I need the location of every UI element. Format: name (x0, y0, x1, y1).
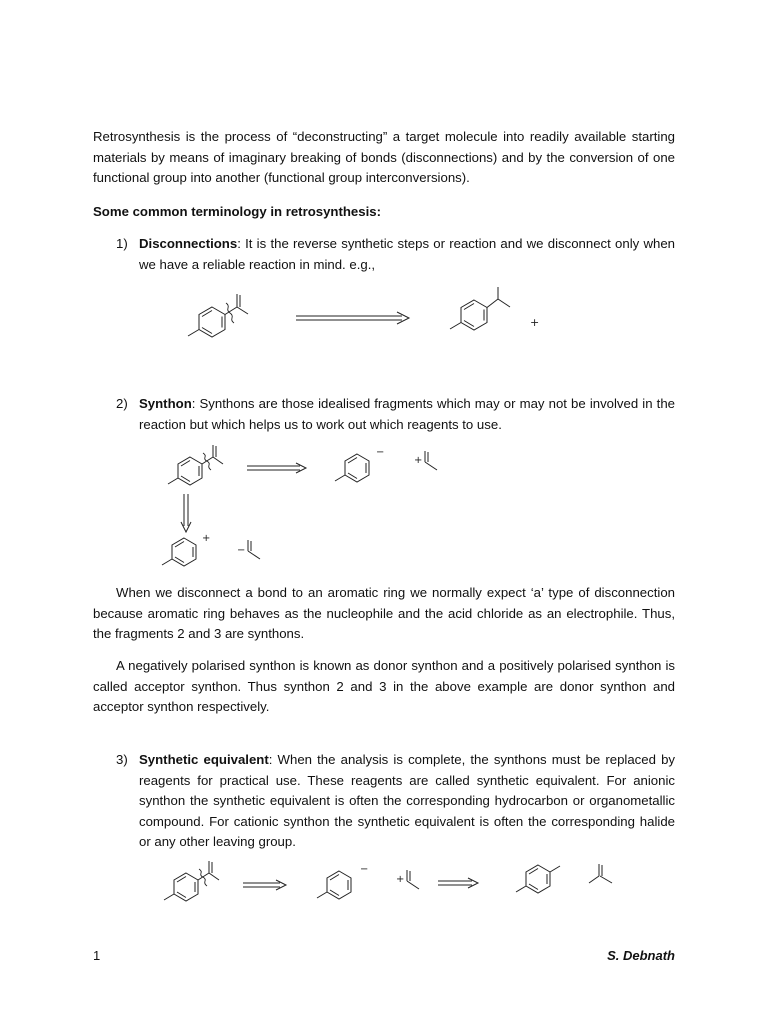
item-text: : When the analysis is complete, the synthons must be replaced by reagents for practical use. These reagents are called synthetic equivalent. For anionic synthon the synthetic equivalent is often the corresponding hydrocarbon or organometallic compound. For cationic synthon the synthetic equivalent is often the corresponding halide or any other leaving group. (139, 752, 675, 849)
toluene-acetyl-molecule (164, 861, 219, 901)
item-number: 2) (116, 396, 128, 411)
author-name: S. Debnath (607, 948, 675, 963)
aryl-cation-synthon (162, 538, 196, 566)
acyl-anion-synthon (248, 540, 260, 559)
list-item-synthon (116, 394, 675, 435)
toluene-equivalent (516, 865, 560, 893)
synthetic-equivalent-scheme (0, 856, 768, 916)
item-term: Synthon (139, 396, 192, 411)
list-item-synthetic-equivalent (116, 750, 675, 853)
toluene-acetyl-molecule (168, 445, 223, 485)
acylium-synthon (425, 451, 437, 470)
acetyl-halide-equivalent (589, 864, 612, 883)
synthon-polarity-paragraph: A negatively polarised synthon is known as donor synthon and a positively polarised synthon is called acceptor synthon. Thus synthon 2 and 3 in the above example are donor synthon and acceptor synthon respectively. (93, 658, 675, 714)
retrosynthetic-arrow (247, 463, 306, 473)
intro-paragraph: Retrosynthesis is the process of “deconstructing” a target molecule into readily available starting materials by means of imaginary breaking of bonds (disconnections) and by the conversion of one functional group into another (functional group interconversions). (93, 129, 675, 185)
plus-sign: + (414, 455, 423, 466)
aromatic-disconnection-paragraph: When we disconnect a bond to an aromatic ring we normally expect ‘a’ type of disconnection because aromatic ring behaves as the nucleophile and the acid chloride as an electrophile. Thus, the fragments 2 and 3 are synthons. (93, 585, 675, 641)
plus-sign: + (396, 874, 405, 885)
acylium-synthon (407, 870, 419, 889)
aryl-anion-synthon (335, 454, 369, 482)
plus-sign: + (530, 316, 540, 329)
list-item-disconnections (116, 234, 675, 275)
plus-sign: + (202, 533, 211, 544)
page-number: 1 (93, 948, 101, 963)
toluene-acetyl-molecule (188, 294, 248, 337)
aryl-anion-synthon (317, 871, 351, 899)
retrosynthetic-arrow (296, 312, 409, 324)
minus-sign: − (237, 545, 246, 556)
terminology-heading: Some common terminology in retrosynthesis: (93, 204, 381, 219)
item-number: 1) (116, 236, 128, 251)
synthetic-equivalent-arrow (438, 878, 478, 888)
item-term: Disconnections (139, 236, 238, 251)
item-text: : It is the reverse synthetic steps or reaction and we disconnect only when we have a reliable reaction in mind. e.g., (139, 236, 675, 272)
synthon-scheme (0, 440, 768, 570)
item-text: : Synthons are those idealised fragments which may or may not be involved in the reaction but which helps us to work out which reagents to use. (139, 396, 675, 432)
minus-sign: − (376, 447, 385, 458)
minus-sign: − (360, 864, 369, 875)
disconnection-scheme (0, 285, 768, 365)
item-number: 3) (116, 752, 128, 767)
item-term: Synthetic equivalent (139, 752, 269, 767)
product-molecule (450, 287, 510, 330)
retrosynthetic-arrow (243, 880, 286, 890)
disconnection-wavy-line (203, 453, 211, 470)
disconnection-wavy-line (199, 869, 207, 886)
retrosynthetic-arrow-down (181, 494, 191, 532)
